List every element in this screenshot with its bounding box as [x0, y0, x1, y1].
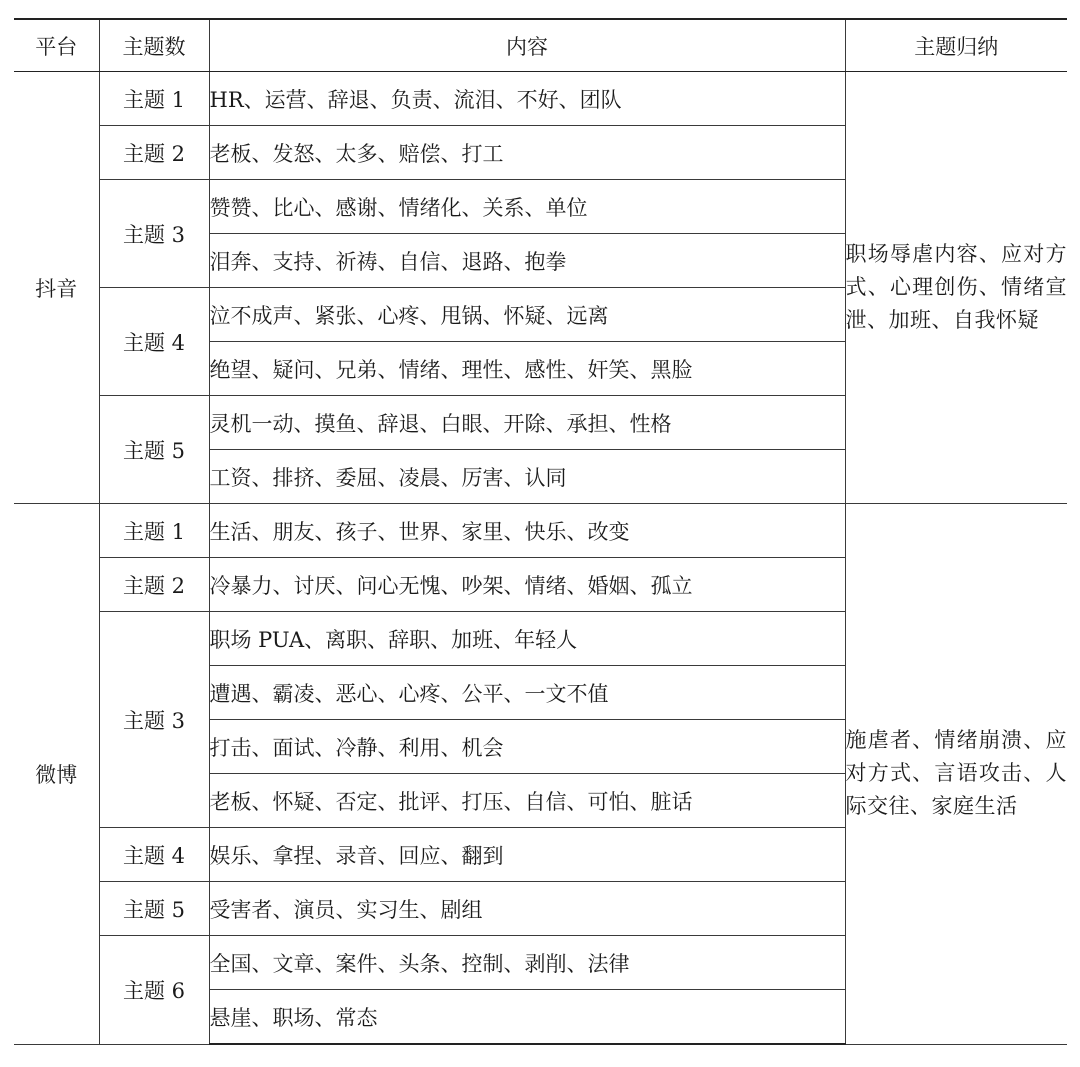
- header-row: [14, 19, 1067, 72]
- content-cell: 悬崖、职场、常态: [209, 990, 845, 1045]
- content-cell: 绝望、疑问、兄弟、情绪、理性、感性、奸笑、黑脸: [209, 342, 845, 396]
- content-cell: HR、运营、辞退、负责、流泪、不好、团队: [209, 72, 845, 126]
- content-cell: 职场 PUA、离职、辞职、加班、年轻人: [209, 612, 845, 666]
- topic-label-cell: 主题 1: [99, 504, 209, 558]
- header-platform: 平台: [14, 19, 99, 72]
- content-cell: 娱乐、拿捏、录音、回应、翻到: [209, 828, 845, 882]
- content-cell: 全国、文章、案件、头条、控制、剥削、法律: [209, 936, 845, 990]
- topic-label-cell: 主题 2: [99, 558, 209, 612]
- content-cell: 灵机一动、摸鱼、辞退、白眼、开除、承担、性格: [209, 396, 845, 450]
- header-topic-count: 主题数: [99, 19, 209, 72]
- platform-cell: 抖音: [14, 72, 99, 504]
- content-cell: 老板、发怒、太多、赔偿、打工: [209, 126, 845, 180]
- topic-label-cell: 主题 5: [99, 882, 209, 936]
- content-cell: 老板、怀疑、否定、批评、打压、自信、可怕、脏话: [209, 774, 845, 828]
- platform-cell: 微博: [14, 504, 99, 1045]
- topic-label-cell: 主题 4: [99, 288, 209, 396]
- content-cell: 生活、朋友、孩子、世界、家里、快乐、改变: [209, 504, 845, 558]
- table-row: [14, 504, 1067, 558]
- topic-table: [14, 18, 1067, 1045]
- topic-label-cell: 主题 1: [99, 72, 209, 126]
- content-cell: 遭遇、霸凌、恶心、心疼、公平、一文不值: [209, 666, 845, 720]
- header-topic-summary: 主题归纳: [845, 19, 1067, 72]
- topic-summary-cell: 施虐者、情绪崩溃、应对方式、言语攻击、人际交往、家庭生活: [845, 504, 1067, 1045]
- content-cell: 工资、排挤、委屈、凌晨、厉害、认同: [209, 450, 845, 504]
- content-cell: 受害者、演员、实习生、剧组: [209, 882, 845, 936]
- header-content: 内容: [209, 19, 845, 72]
- topic-label-cell: 主题 5: [99, 396, 209, 504]
- content-cell: 泪奔、支持、祈祷、自信、退路、抱拳: [209, 234, 845, 288]
- content-cell: 冷暴力、讨厌、问心无愧、吵架、情绪、婚姻、孤立: [209, 558, 845, 612]
- topic-label-cell: 主题 4: [99, 828, 209, 882]
- topic-label-cell: 主题 3: [99, 180, 209, 288]
- topic-label-cell: 主题 3: [99, 612, 209, 828]
- topic-summary-cell: 职场辱虐内容、应对方式、心理创伤、情绪宣泄、加班、自我怀疑: [845, 72, 1067, 504]
- content-cell: 打击、面试、冷静、利用、机会: [209, 720, 845, 774]
- topic-label-cell: 主题 2: [99, 126, 209, 180]
- table-row: [14, 72, 1067, 126]
- content-cell: 泣不成声、紧张、心疼、甩锅、怀疑、远离: [209, 288, 845, 342]
- topic-label-cell: 主题 6: [99, 936, 209, 1045]
- content-cell: 赞赞、比心、感谢、情绪化、关系、单位: [209, 180, 845, 234]
